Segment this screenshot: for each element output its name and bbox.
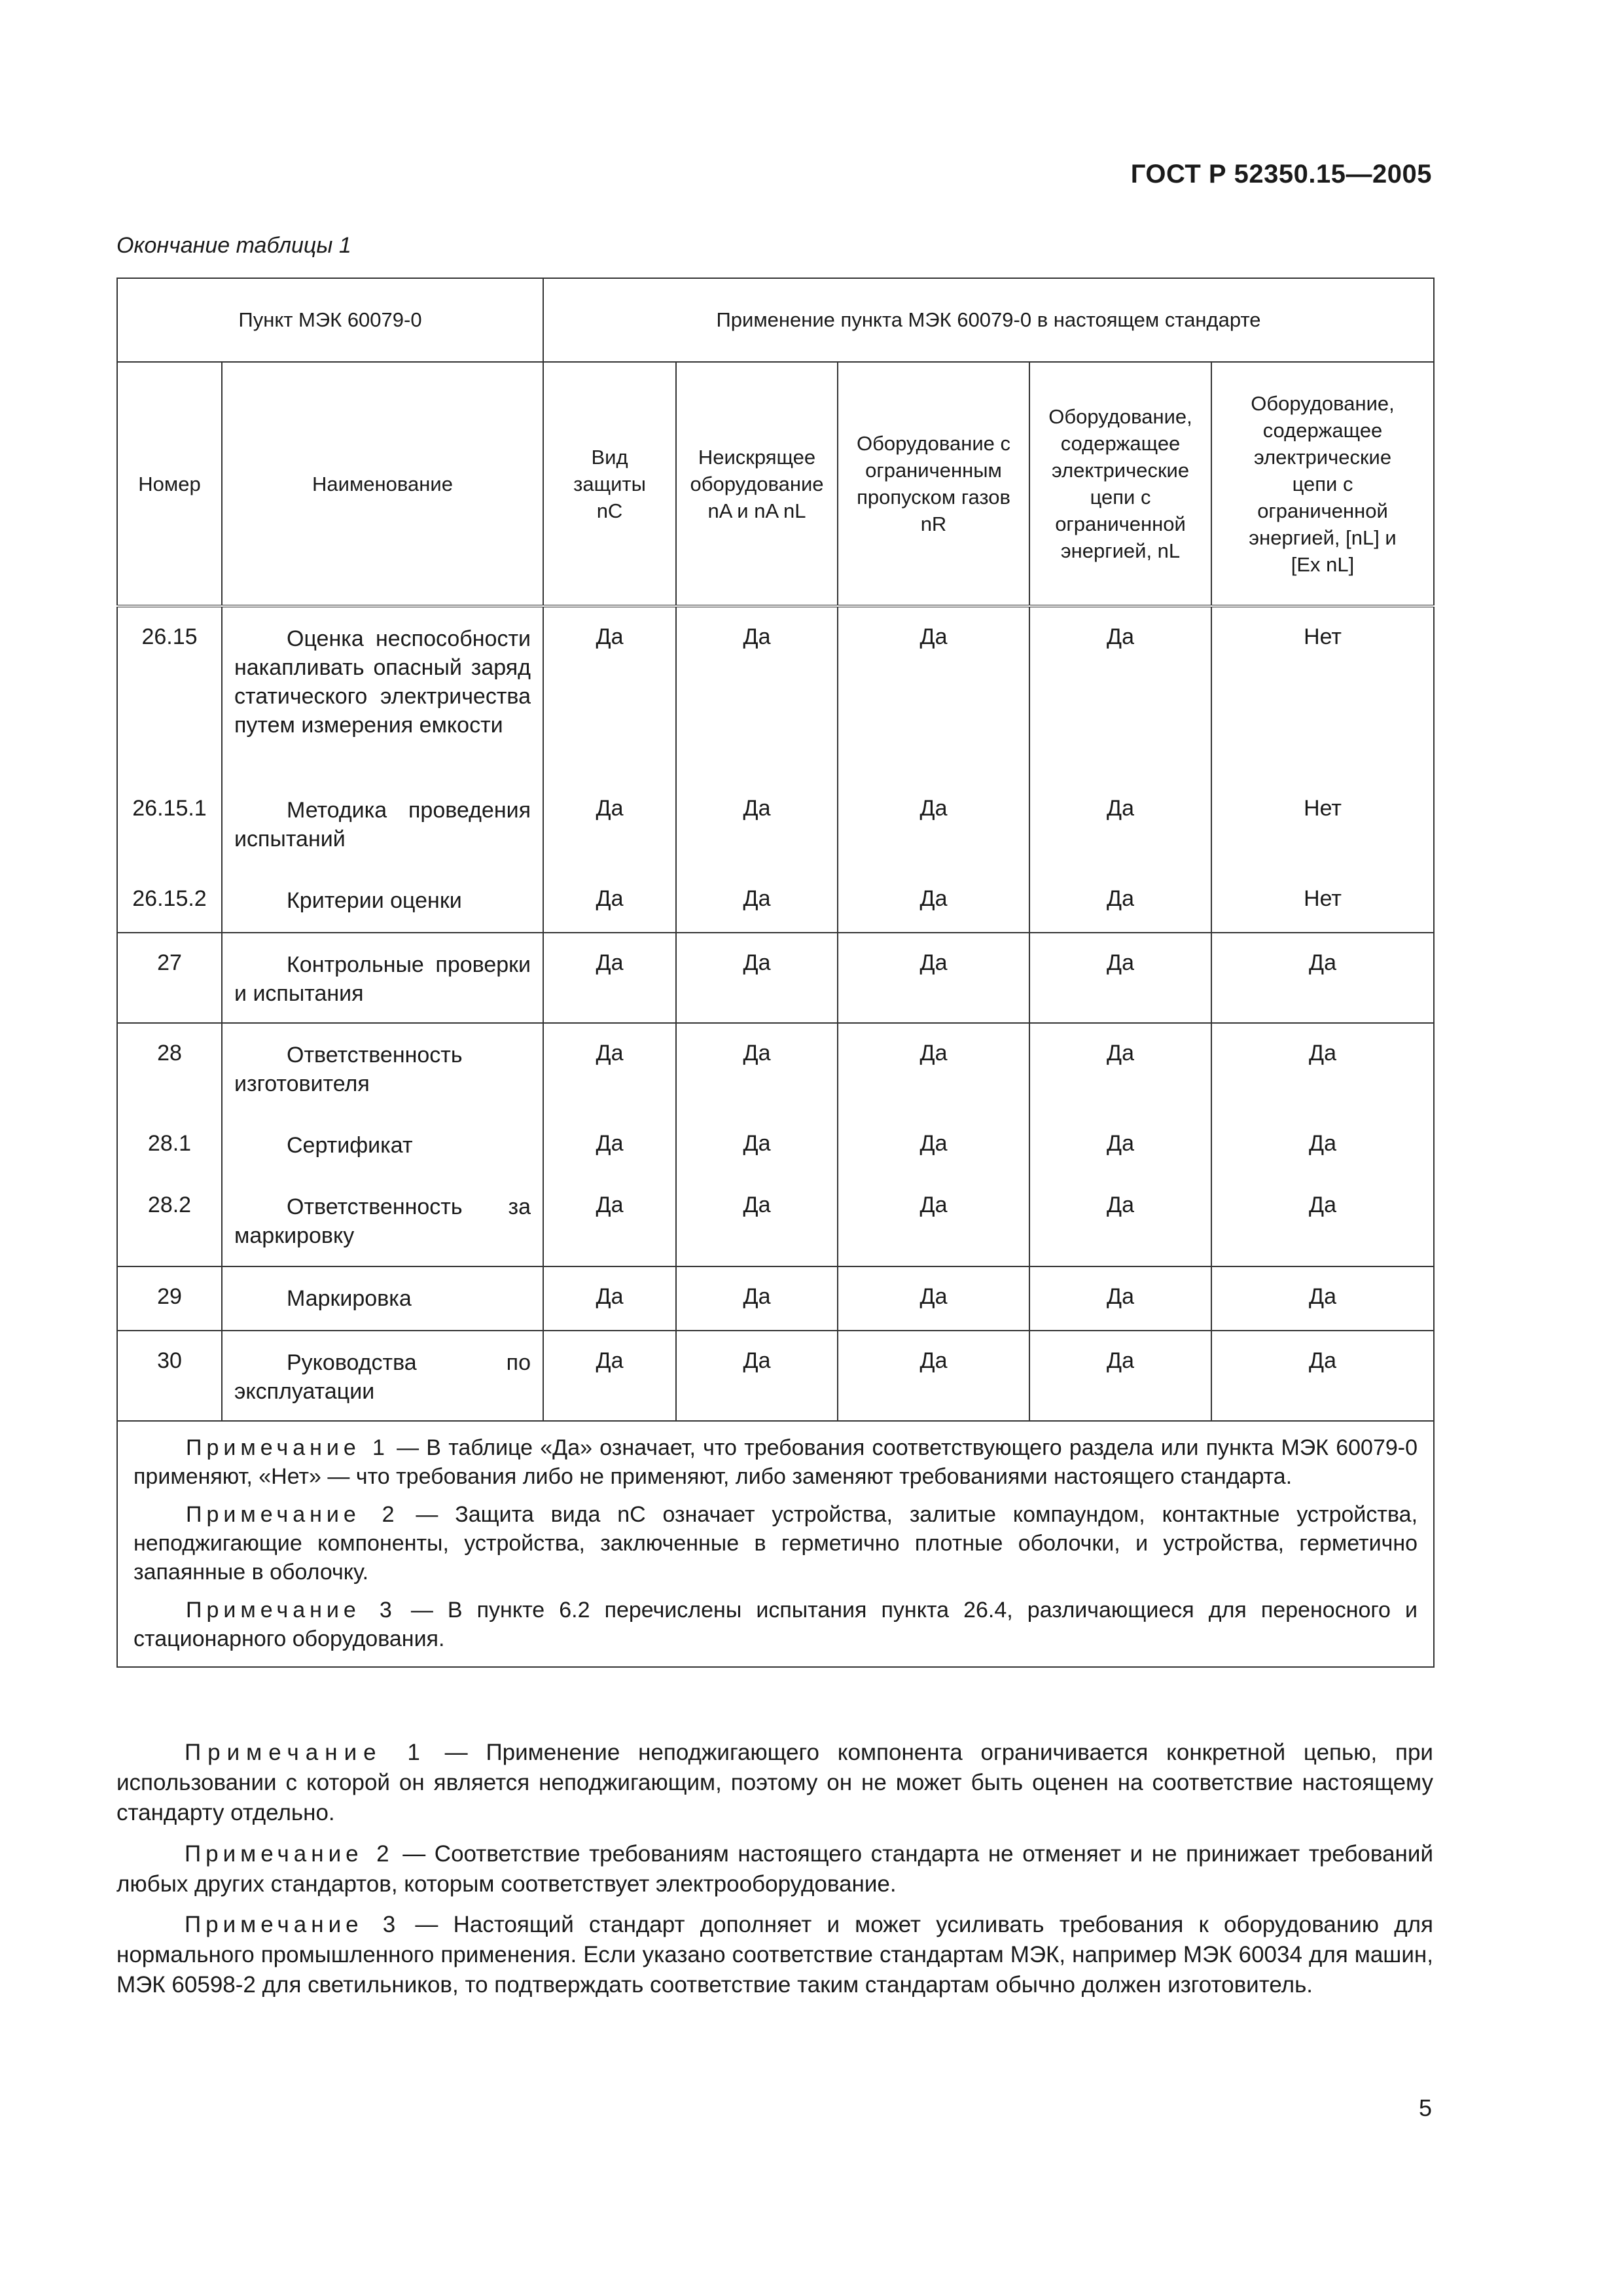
row-value: Да (1107, 950, 1134, 975)
table-continuation-label: Окончание таблицы 1 (116, 233, 351, 258)
row-number: 28.1 (147, 1131, 192, 1156)
row-number: 30 (157, 1348, 182, 1373)
row-value: Да (743, 950, 771, 975)
row-value: Да (1107, 1193, 1134, 1217)
table-row (117, 1266, 1434, 1331)
table-row (117, 869, 1434, 933)
row-value: Да (1309, 1041, 1336, 1066)
row-value: Да (596, 1348, 624, 1373)
row-value: Да (596, 886, 624, 911)
row-value: Да (919, 950, 948, 975)
general-note-1 (116, 1738, 1433, 1828)
note-label: Примечание 2 (186, 1502, 399, 1527)
col-header-nl: Оборудование, содержащее электрические цепи с ограниченной энергией, nL (1029, 362, 1211, 606)
general-note-2 (116, 1839, 1433, 1899)
note-text: — Защита вида nC означает устройства, залитые компаундом, контактные устройства, неподжигающие компоненты, устройства, заключенные в герметично плотные оболочки, и устройства, герметично запаянные в оболочку. (134, 1502, 1418, 1585)
row-value: Да (596, 1193, 624, 1217)
col-header-nl-ex: Оборудование, содержащее электрические цепи с ограниченной энергией, [nL] и [Ex nL] (1211, 362, 1434, 606)
row-value: Да (743, 1348, 771, 1373)
col-header-nr: Оборудование с ограниченным пропуском газов nR (838, 362, 1029, 606)
row-value: Да (596, 624, 624, 649)
row-value: Да (1107, 796, 1134, 821)
row-value: Да (919, 796, 948, 821)
row-value: Да (1309, 950, 1336, 975)
note-text: — В пункте 6.2 перечислены испытания пункта 26.4, различающиеся для переносного и стационарного оборудования. (134, 1598, 1418, 1651)
col-header-number: Номер (117, 362, 222, 606)
row-value: Да (596, 1041, 624, 1066)
row-number: 26.15.2 (132, 886, 207, 911)
group-header-application: Применение пункта МЭК 60079-0 в настоящем стандарте (543, 278, 1434, 362)
group-header-iec-clause: Пункт МЭК 60079-0 (117, 278, 543, 362)
row-value: Да (743, 624, 771, 649)
note-text: — Применение неподжигающего компонента ограничивается конкретной цепью, при использовании с которой он является неподжигающим, поэтому он не может быть оценен на соответствие настоящему стандарту отдельно. (116, 1740, 1433, 1825)
col-header-name: Наименование (222, 362, 543, 606)
note-text: — В таблице «Да» означает, что требования соответствующего раздела или пункта МЭК 60079-0 применяют, «Нет» — что требования либо не применяют, либо заменяют требованиями настоящего стандарта. (134, 1435, 1418, 1489)
document-code: ГОСТ Р 52350.15—2005 (1130, 160, 1432, 188)
table-note (134, 1596, 1418, 1653)
row-value: Да (743, 1041, 771, 1066)
row-value: Да (743, 796, 771, 821)
table-notes-row (117, 1421, 1434, 1667)
note-label: Примечание 3 (186, 1598, 397, 1623)
table-row (117, 933, 1434, 1023)
row-value: Да (596, 1131, 624, 1156)
row-value: Да (919, 1131, 948, 1156)
note-text: — Соответствие требованиям настоящего стандарта не отменяет и не принижает требований любых других стандартов, которым соответствует электрооборудование. (116, 1841, 1433, 1897)
row-value: Да (919, 1041, 948, 1066)
table-row (117, 606, 1434, 779)
row-number: 26.15 (141, 624, 198, 649)
row-value: Да (596, 950, 624, 975)
note-label: Примечание 3 (185, 1912, 401, 1937)
row-value: Да (596, 1284, 624, 1309)
row-value: Да (919, 1193, 948, 1217)
note-label: Примечание 1 (185, 1740, 427, 1765)
row-name: Сертификат (287, 1133, 413, 1158)
row-value: Да (1309, 1284, 1336, 1309)
row-value: Да (1309, 1193, 1336, 1217)
table-column-header-row (117, 362, 1434, 606)
row-value: Да (743, 886, 771, 911)
note-label: Примечание 1 (186, 1435, 389, 1460)
note-label: Примечание 2 (185, 1841, 394, 1867)
table-row (117, 1175, 1434, 1266)
row-value: Да (743, 1131, 771, 1156)
row-name: Ответственность за маркировку (234, 1194, 531, 1248)
table-group-header-row (117, 278, 1434, 362)
row-value: Да (1107, 1284, 1134, 1309)
row-number: 28 (157, 1041, 182, 1066)
table-note (134, 1433, 1418, 1491)
requirements-table (116, 278, 1435, 1668)
row-value: Да (1107, 624, 1134, 649)
row-value: Да (596, 796, 624, 821)
row-name: Контрольные проверки и испытания (234, 952, 531, 1006)
col-header-na: Неискрящее оборудование nA и nA nL (676, 362, 838, 606)
row-value: Да (743, 1193, 771, 1217)
row-number: 27 (157, 950, 182, 975)
table-row (117, 1023, 1434, 1114)
row-name: Оценка неспособности накапливать опасный заряд статического электричества путем измерения емкости (234, 626, 531, 738)
row-number: 28.2 (147, 1193, 192, 1217)
row-value: Да (919, 886, 948, 911)
general-note-3 (116, 1910, 1433, 2000)
row-value: Да (919, 1284, 948, 1309)
table-row (117, 779, 1434, 869)
table-note (134, 1500, 1418, 1587)
table-notes (117, 1421, 1434, 1667)
row-value: Да (1309, 1348, 1336, 1373)
table-row (117, 1114, 1434, 1175)
row-value: Да (1309, 1131, 1336, 1156)
row-value: Нет (1304, 624, 1342, 649)
table-row (117, 1331, 1434, 1421)
row-value: Да (1107, 1131, 1134, 1156)
row-value: Да (919, 624, 948, 649)
note-text: — Настоящий стандарт дополняет и может усиливать требования к оборудованию для нормального промышленного применения. Если указано соответствие стандартам МЭК, например МЭК 60034 для машин, МЭК 60598-2 для светильников, то подтверждать соответствие таким стандартам обычно должен изготовитель. (116, 1912, 1433, 1998)
row-number: 26.15.1 (132, 796, 207, 821)
row-value: Да (1107, 886, 1134, 911)
row-value: Да (1107, 1041, 1134, 1066)
row-name: Ответственность изготовителя (234, 1043, 463, 1096)
row-name: Маркировка (287, 1286, 412, 1311)
page-number: 5 (1418, 2094, 1432, 2121)
col-header-nc: Вид защиты nC (543, 362, 676, 606)
row-name: Критерии оценки (287, 888, 462, 913)
row-name: Руководства по эксплуатации (234, 1350, 531, 1404)
row-value: Да (1107, 1348, 1134, 1373)
row-value: Да (743, 1284, 771, 1309)
row-value: Нет (1304, 796, 1342, 821)
row-number: 29 (157, 1284, 182, 1309)
row-value: Нет (1304, 886, 1342, 911)
row-value: Да (919, 1348, 948, 1373)
row-name: Методика проведения испытаний (234, 798, 531, 852)
